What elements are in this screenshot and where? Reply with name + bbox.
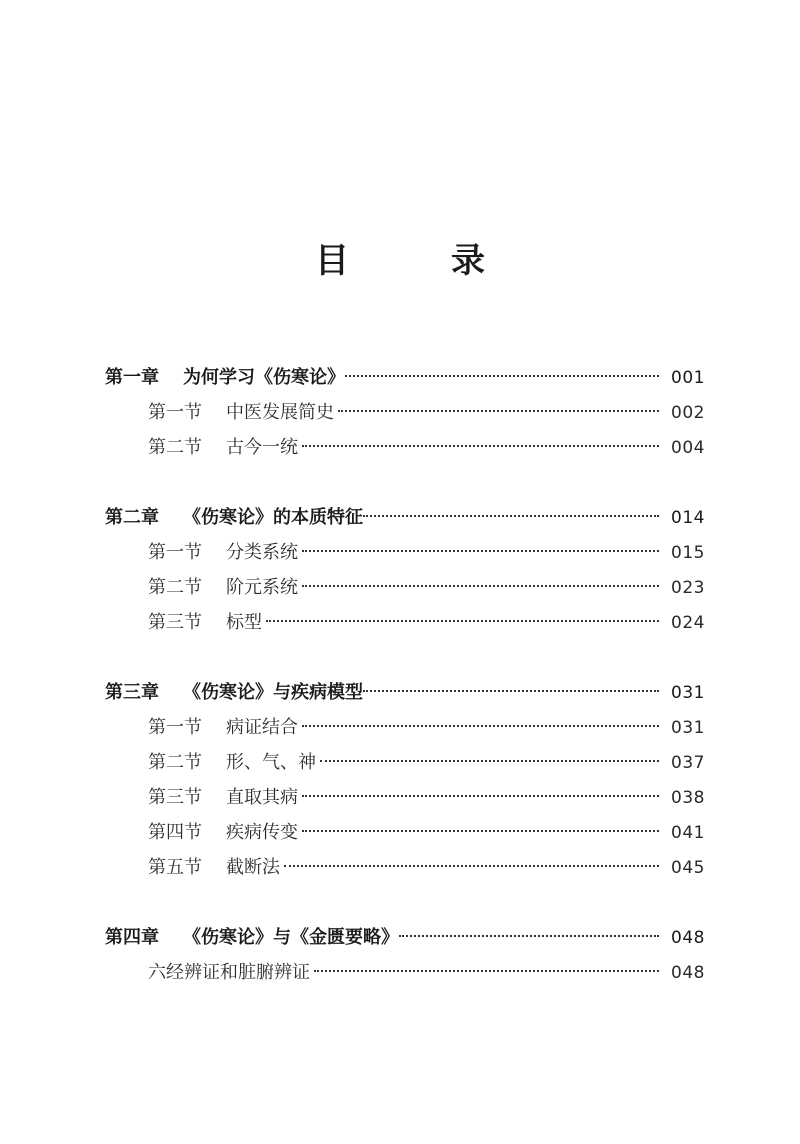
chapter-group bbox=[105, 360, 705, 465]
leader-dots bbox=[345, 375, 659, 377]
section-entry[interactable] bbox=[105, 815, 705, 850]
section-title: 中医发展简史 bbox=[226, 402, 334, 423]
page-number: 001 bbox=[671, 368, 705, 388]
leader-dots bbox=[399, 935, 659, 937]
page-number: 037 bbox=[671, 753, 705, 773]
section-entry[interactable] bbox=[105, 570, 705, 605]
section-number: 第一节 bbox=[148, 542, 202, 563]
page-number: 002 bbox=[671, 403, 705, 423]
leader-dots bbox=[338, 410, 659, 412]
section-entry[interactable] bbox=[105, 955, 705, 990]
leader-dots bbox=[302, 795, 659, 797]
section-entry[interactable] bbox=[105, 710, 705, 745]
section-title: 古今一统 bbox=[226, 437, 298, 458]
page-number: 041 bbox=[671, 823, 705, 843]
section-entry[interactable] bbox=[105, 430, 705, 465]
section-title: 直取其病 bbox=[226, 787, 298, 808]
chapter-entry[interactable] bbox=[105, 360, 705, 395]
leader-dots bbox=[363, 515, 659, 517]
section-number: 第三节 bbox=[148, 612, 202, 633]
section-title: 阶元系统 bbox=[226, 577, 298, 598]
chapter-number: 第一章 bbox=[105, 367, 159, 388]
page-number: 045 bbox=[671, 858, 705, 878]
section-title: 标型 bbox=[226, 612, 262, 633]
page-title: 目 录 bbox=[315, 241, 519, 281]
leader-dots bbox=[302, 445, 659, 447]
section-title: 截断法 bbox=[226, 857, 280, 878]
leader-dots bbox=[302, 725, 659, 727]
leader-dots bbox=[302, 585, 659, 587]
chapter-number: 第三章 bbox=[105, 682, 159, 703]
section-number: 第二节 bbox=[148, 577, 202, 598]
leader-dots bbox=[284, 865, 659, 867]
chapter-title: 为何学习《伤寒论》 bbox=[183, 367, 345, 388]
section-entry[interactable] bbox=[105, 605, 705, 640]
section-title: 形、气、神 bbox=[226, 752, 316, 773]
page-number: 023 bbox=[671, 578, 705, 598]
section-entry[interactable] bbox=[105, 745, 705, 780]
section-entry[interactable] bbox=[105, 780, 705, 815]
section-title: 六经辨证和脏腑辨证 bbox=[148, 962, 310, 983]
section-number: 第一节 bbox=[148, 402, 202, 423]
section-number: 第三节 bbox=[148, 787, 202, 808]
chapter-entry[interactable] bbox=[105, 500, 705, 535]
page-number: 031 bbox=[671, 683, 705, 703]
leader-dots bbox=[302, 830, 659, 832]
page-number: 015 bbox=[671, 543, 705, 563]
chapter-entry[interactable] bbox=[105, 675, 705, 710]
section-title: 分类系统 bbox=[226, 542, 298, 563]
chapter-group bbox=[105, 920, 705, 990]
page-number: 024 bbox=[671, 613, 705, 633]
section-number: 第一节 bbox=[148, 717, 202, 738]
chapter-entry[interactable] bbox=[105, 920, 705, 955]
page-number: 048 bbox=[671, 963, 705, 983]
section-entry[interactable] bbox=[105, 850, 705, 885]
section-number: 第四节 bbox=[148, 822, 202, 843]
section-title: 疾病传变 bbox=[226, 822, 298, 843]
section-title: 病证结合 bbox=[226, 717, 298, 738]
chapter-number: 第二章 bbox=[105, 507, 159, 528]
chapter-title: 《伤寒论》与疾病模型 bbox=[183, 682, 363, 703]
section-entry[interactable] bbox=[105, 395, 705, 430]
page-number: 004 bbox=[671, 438, 705, 458]
page-number: 038 bbox=[671, 788, 705, 808]
leader-dots bbox=[266, 620, 659, 622]
page-number: 048 bbox=[671, 928, 705, 948]
section-number: 第二节 bbox=[148, 437, 202, 458]
leader-dots bbox=[302, 550, 659, 552]
chapter-group bbox=[105, 675, 705, 885]
leader-dots bbox=[314, 970, 659, 972]
section-number: 第二节 bbox=[148, 752, 202, 773]
page-number: 031 bbox=[671, 718, 705, 738]
chapter-title: 《伤寒论》与《金匮要略》 bbox=[183, 927, 399, 948]
chapter-title: 《伤寒论》的本质特征 bbox=[183, 507, 363, 528]
table-of-contents bbox=[105, 360, 705, 990]
section-number: 第五节 bbox=[148, 857, 202, 878]
chapter-number: 第四章 bbox=[105, 927, 159, 948]
leader-dots bbox=[363, 690, 659, 692]
section-entry[interactable] bbox=[105, 535, 705, 570]
page-number: 014 bbox=[671, 508, 705, 528]
leader-dots bbox=[320, 760, 659, 762]
chapter-group bbox=[105, 500, 705, 640]
